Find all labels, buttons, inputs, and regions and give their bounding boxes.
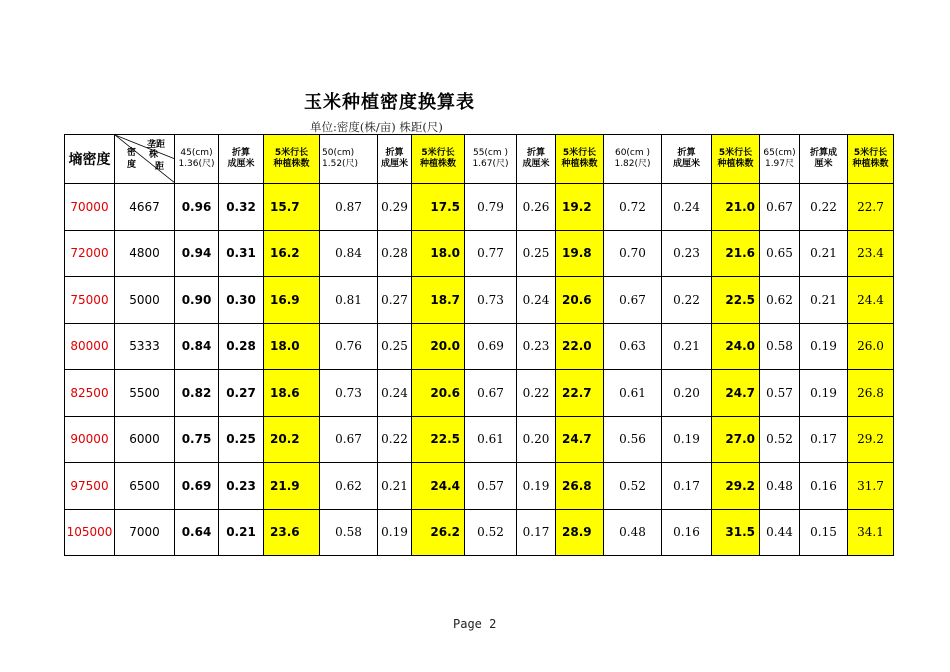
- table-cell: 26.0: [848, 323, 894, 370]
- column-header-line1: 折算: [526, 148, 545, 158]
- table-row: [65, 509, 894, 556]
- table-cell: 16.2: [264, 230, 320, 277]
- diagonal-header-cell: [115, 135, 175, 184]
- table-cell: 0.61: [465, 416, 517, 463]
- table-cell: 0.67: [320, 416, 378, 463]
- plants-cell: 5500: [115, 370, 175, 417]
- column-header-line2: 成厘米: [227, 159, 255, 169]
- density-cell: 105000: [65, 509, 115, 556]
- table-cell: 0.21: [378, 463, 412, 510]
- table-row: [65, 230, 894, 277]
- table-cell: 0.24: [517, 277, 556, 324]
- plants-cell: 5000: [115, 277, 175, 324]
- table-cell: 18.7: [412, 277, 465, 324]
- table-cell: 0.24: [378, 370, 412, 417]
- table-cell: 0.57: [465, 463, 517, 510]
- table-cell: 0.19: [662, 416, 712, 463]
- table-cell: 0.21: [800, 277, 848, 324]
- diag-label-ridge: 垄距: [147, 140, 166, 150]
- table-cell: 0.19: [800, 323, 848, 370]
- table-cell: 16.9: [264, 277, 320, 324]
- table-cell: 0.30: [219, 277, 264, 324]
- table-cell: 0.16: [800, 463, 848, 510]
- diagonal-lines: [115, 135, 175, 183]
- table-cell: 0.20: [662, 370, 712, 417]
- table-cell: 21.0: [712, 184, 760, 231]
- table-cell: 0.25: [517, 230, 556, 277]
- table-cell: 0.76: [320, 323, 378, 370]
- column-header-line2: 1.82(尺): [614, 159, 651, 169]
- column-header-line2: 成厘米: [522, 159, 550, 169]
- table-cell: 0.90: [175, 277, 219, 324]
- table-cell: 0.23: [662, 230, 712, 277]
- table-cell: 0.87: [320, 184, 378, 231]
- table-cell: 0.77: [465, 230, 517, 277]
- column-header-line2: 种植株数: [561, 159, 598, 169]
- table-cell: 0.57: [760, 370, 800, 417]
- table-cell: 0.21: [800, 230, 848, 277]
- table-cell: 18.0: [264, 323, 320, 370]
- column-header-7: [517, 135, 556, 184]
- table-row: [65, 323, 894, 370]
- table-cell: 0.27: [219, 370, 264, 417]
- column-header-line2: 厘米: [814, 159, 833, 169]
- table-cell: 0.22: [800, 184, 848, 231]
- table-cell: 0.79: [465, 184, 517, 231]
- column-header-line1: 折算: [385, 148, 404, 158]
- table-cell: 0.84: [175, 323, 219, 370]
- table-cell: 31.5: [712, 509, 760, 556]
- table-cell: 0.96: [175, 184, 219, 231]
- page-footer: Page 2: [453, 617, 497, 631]
- table-cell: 22.0: [556, 323, 604, 370]
- column-header-10: [662, 135, 712, 184]
- table-cell: 17.5: [412, 184, 465, 231]
- table-cell: 15.7: [264, 184, 320, 231]
- table-cell: 0.73: [465, 277, 517, 324]
- plants-cell: 4800: [115, 230, 175, 277]
- table-cell: 0.67: [465, 370, 517, 417]
- density-cell: 80000: [65, 323, 115, 370]
- table-cell: 27.0: [712, 416, 760, 463]
- table-row: [65, 184, 894, 231]
- table-cell: 0.65: [760, 230, 800, 277]
- table-cell: 23.4: [848, 230, 894, 277]
- density-cell: 82500: [65, 370, 115, 417]
- table-cell: 19.8: [556, 230, 604, 277]
- table-cell: 0.63: [604, 323, 662, 370]
- table-cell: 28.9: [556, 509, 604, 556]
- table-cell: 0.28: [219, 323, 264, 370]
- plants-cell: 6000: [115, 416, 175, 463]
- column-header-line2: 1.67(尺): [472, 159, 509, 169]
- table-cell: 0.72: [604, 184, 662, 231]
- table-cell: 0.19: [800, 370, 848, 417]
- column-header-3: [320, 135, 378, 184]
- table-cell: 21.9: [264, 463, 320, 510]
- column-header-line1: 5米行长: [274, 148, 309, 158]
- table-cell: 0.22: [378, 416, 412, 463]
- table-cell: 22.5: [412, 416, 465, 463]
- table-cell: 0.94: [175, 230, 219, 277]
- table-cell: 0.17: [800, 416, 848, 463]
- density-cell: 72000: [65, 230, 115, 277]
- column-header-4: [378, 135, 412, 184]
- column-header-14: [848, 135, 894, 184]
- column-header-13: [800, 135, 848, 184]
- table-row: [65, 277, 894, 324]
- table-cell: 29.2: [848, 416, 894, 463]
- table-cell: 0.20: [517, 416, 556, 463]
- table-cell: 26.8: [556, 463, 604, 510]
- table-cell: 0.70: [604, 230, 662, 277]
- table-cell: 20.0: [412, 323, 465, 370]
- table-cell: 0.22: [662, 277, 712, 324]
- table-cell: 31.7: [848, 463, 894, 510]
- density-cell: 75000: [65, 277, 115, 324]
- table-cell: 20.2: [264, 416, 320, 463]
- table-row: [65, 463, 894, 510]
- diag-label-spacing: 距: [155, 162, 165, 172]
- column-header-line2: 成厘米: [672, 159, 700, 169]
- column-header-line2: 种植株数: [273, 159, 310, 169]
- table-cell: 0.48: [760, 463, 800, 510]
- table-cell: 0.61: [604, 370, 662, 417]
- column-header-line1: 折算: [231, 148, 250, 158]
- column-header-11: [712, 135, 760, 184]
- column-header-line2: 种植株数: [717, 159, 754, 169]
- table-row: [65, 370, 894, 417]
- table-cell: 0.58: [320, 509, 378, 556]
- table-cell: 0.16: [662, 509, 712, 556]
- column-header-line1: 45(cm): [180, 148, 213, 158]
- table-cell: 21.6: [712, 230, 760, 277]
- plants-cell: 6500: [115, 463, 175, 510]
- column-header-line1: 5米行长: [718, 148, 753, 158]
- diag-label-dense: 密: [127, 148, 137, 158]
- column-header-9: [604, 135, 662, 184]
- density-cell: 90000: [65, 416, 115, 463]
- column-header-1: [219, 135, 264, 184]
- table-cell: 24.0: [712, 323, 760, 370]
- table-cell: 0.84: [320, 230, 378, 277]
- table-cell: 0.44: [760, 509, 800, 556]
- table-cell: 0.17: [517, 509, 556, 556]
- table-cell: 0.28: [378, 230, 412, 277]
- table-cell: 0.21: [219, 509, 264, 556]
- table-cell: 0.23: [517, 323, 556, 370]
- table-cell: 26.2: [412, 509, 465, 556]
- column-header-line1: 折算: [677, 148, 696, 158]
- table-cell: 34.1: [848, 509, 894, 556]
- column-header-line2: 种植株数: [419, 159, 456, 169]
- table-cell: 23.6: [264, 509, 320, 556]
- column-header-line2: 1.36(尺): [178, 159, 215, 169]
- table-cell: 18.0: [412, 230, 465, 277]
- table-cell: 22.5: [712, 277, 760, 324]
- table-cell: 0.22: [517, 370, 556, 417]
- table-cell: 19.2: [556, 184, 604, 231]
- column-header-line1: 60(cm ): [614, 148, 651, 158]
- table-cell: 0.24: [662, 184, 712, 231]
- density-header: 墒密度: [65, 135, 115, 184]
- header-row: [65, 135, 894, 184]
- column-header-line1: 5米行长: [421, 148, 455, 158]
- table-cell: 24.4: [412, 463, 465, 510]
- table-row: [65, 416, 894, 463]
- density-cell: 70000: [65, 184, 115, 231]
- table-cell: 0.26: [517, 184, 556, 231]
- column-header-line1: 5米行长: [562, 148, 597, 158]
- diag-label-degree: 度: [127, 160, 137, 170]
- table-cell: 0.15: [800, 509, 848, 556]
- column-header-line2: 1.97尺: [764, 159, 795, 169]
- table-cell: 29.2: [712, 463, 760, 510]
- table-cell: 0.25: [378, 323, 412, 370]
- table-cell: 0.19: [378, 509, 412, 556]
- table-cell: 0.62: [320, 463, 378, 510]
- table-cell: 22.7: [848, 184, 894, 231]
- table-cell: 0.31: [219, 230, 264, 277]
- column-header-line1: 50(cm): [322, 148, 355, 158]
- table-cell: 24.4: [848, 277, 894, 324]
- table-cell: 0.21: [662, 323, 712, 370]
- table-cell: 0.52: [604, 463, 662, 510]
- table-cell: 0.29: [378, 184, 412, 231]
- table-cell: 0.69: [465, 323, 517, 370]
- column-header-line2: 种植株数: [852, 159, 889, 169]
- table-cell: 0.75: [175, 416, 219, 463]
- table-cell: 0.17: [662, 463, 712, 510]
- table-cell: 0.73: [320, 370, 378, 417]
- page-title: 玉米种植密度换算表: [304, 92, 475, 113]
- plants-cell: 7000: [115, 509, 175, 556]
- table-cell: 0.81: [320, 277, 378, 324]
- column-header-6: [465, 135, 517, 184]
- plants-cell: 5333: [115, 323, 175, 370]
- table-cell: 20.6: [412, 370, 465, 417]
- column-header-line2: 1.52(尺): [322, 159, 359, 169]
- table-cell: 24.7: [712, 370, 760, 417]
- diag-label-plant: 株: [149, 150, 159, 160]
- table-cell: 0.82: [175, 370, 219, 417]
- table-cell: 20.6: [556, 277, 604, 324]
- column-header-2: [264, 135, 320, 184]
- table-cell: 0.67: [760, 184, 800, 231]
- column-header-line1: 5米行长: [853, 148, 888, 158]
- plants-cell: 4667: [115, 184, 175, 231]
- table-cell: 0.64: [175, 509, 219, 556]
- unit-note: 单位:密度(株/亩) 株距(尺): [310, 120, 443, 134]
- table-cell: 0.56: [604, 416, 662, 463]
- table-cell: 0.69: [175, 463, 219, 510]
- table-cell: 0.23: [219, 463, 264, 510]
- table-cell: 0.25: [219, 416, 264, 463]
- density-cell: 97500: [65, 463, 115, 510]
- density-table: [64, 134, 894, 556]
- table-cell: 0.32: [219, 184, 264, 231]
- table-cell: 24.7: [556, 416, 604, 463]
- table-cell: 0.52: [760, 416, 800, 463]
- column-header-line2: 成厘米: [380, 159, 408, 169]
- column-header-8: [556, 135, 604, 184]
- column-header-line1: 65(cm): [763, 148, 796, 158]
- column-header-line1: 折算成: [809, 148, 837, 158]
- column-header-0: [175, 135, 219, 184]
- table-cell: 0.27: [378, 277, 412, 324]
- table-cell: 0.67: [604, 277, 662, 324]
- column-header-line1: 55(cm ): [472, 148, 509, 158]
- table-cell: 0.52: [465, 509, 517, 556]
- column-header-12: [760, 135, 800, 184]
- table-cell: 0.58: [760, 323, 800, 370]
- table-cell: 0.48: [604, 509, 662, 556]
- table-cell: 0.19: [517, 463, 556, 510]
- column-header-5: [412, 135, 465, 184]
- table-cell: 22.7: [556, 370, 604, 417]
- table-cell: 26.8: [848, 370, 894, 417]
- table-cell: 18.6: [264, 370, 320, 417]
- table-cell: 0.62: [760, 277, 800, 324]
